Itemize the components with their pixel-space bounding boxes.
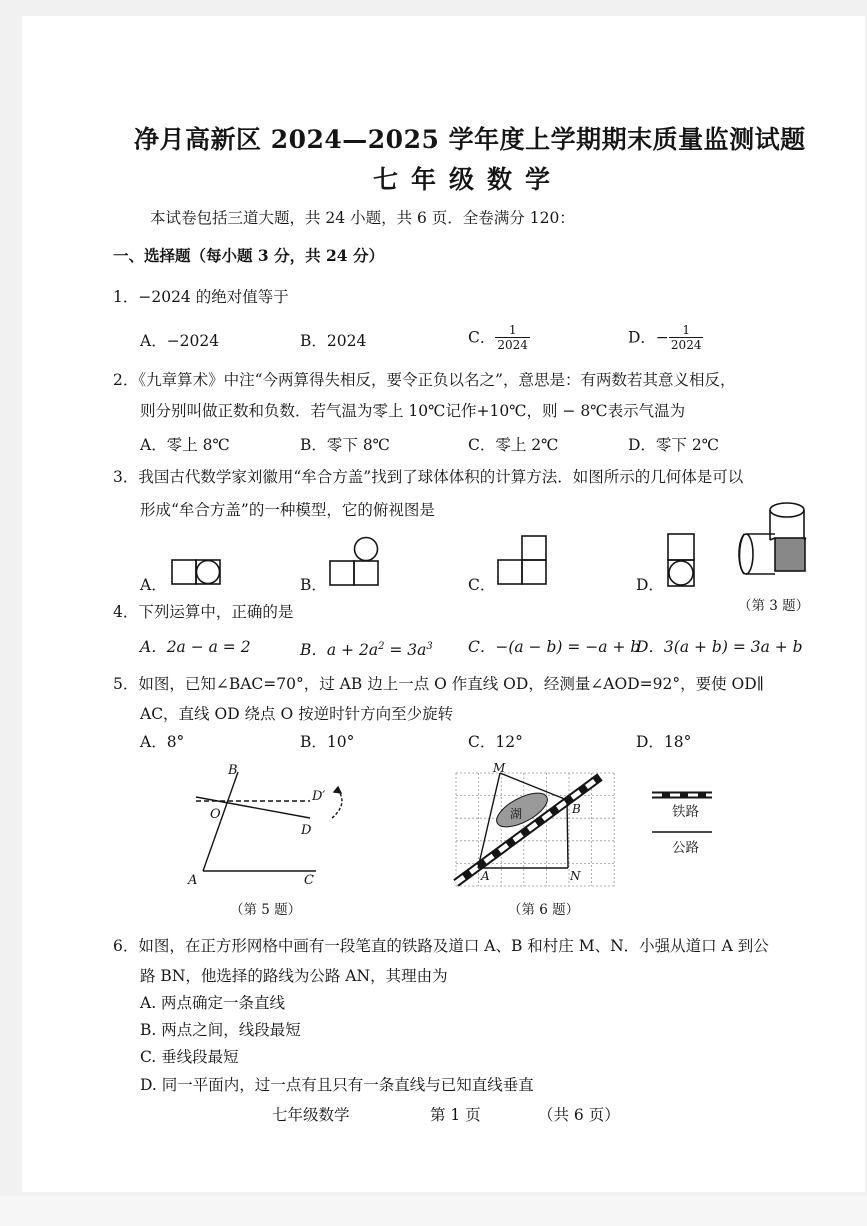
q5-line1: 5．如图，已知∠BAC=70°，过 AB 边上一点 O 作直线 OD，经测量∠AOD=92°，要使 OD∥ bbox=[113, 675, 764, 693]
footer-total: （共 6 页） bbox=[538, 1106, 620, 1124]
q5-option-b: B．10° bbox=[300, 733, 355, 751]
q2-line1: 2．《九章算术》中注“今两算得失相反，要令正负以名之”，意思是：有两数若其意义相反， bbox=[113, 371, 736, 389]
q5-arrow-head bbox=[334, 787, 341, 793]
q5-label-a: A bbox=[188, 873, 198, 888]
q6-option-d: D. 同一平面内，过一点有且只有一条直线与已知直线垂直 bbox=[140, 1076, 534, 1094]
q1-stem: 1．−2024 的绝对值等于 bbox=[113, 288, 289, 306]
q1-d-numerator: 1 bbox=[682, 323, 691, 337]
exam-title: 净月高新区 2024—2025 学年度上学期期末质量监测试题 bbox=[134, 125, 806, 154]
q1-d-denominator: 2024 bbox=[670, 338, 702, 352]
exam-intro: 本试卷包括三道大题，共 24 小题，共 6 页．全卷满分 120： bbox=[150, 209, 575, 227]
q5-label-c: C bbox=[304, 873, 314, 888]
section-heading: 一、选择题（每小题 3 分，共 24 分） bbox=[113, 246, 384, 265]
q3-line1: 3．我国古代数学家刘徽用“牟合方盖”找到了球体体积的计算方法．如图所示的几何体是可以 bbox=[113, 468, 744, 486]
q5-label-o: O bbox=[210, 807, 221, 822]
q2-option-c: C．零上 2℃ bbox=[468, 436, 559, 454]
q4-option-c: C．−(a − b) = −a + b bbox=[468, 638, 641, 656]
q6-line2: 路 BN，他选择的路线为公路 AN，其理由为 bbox=[140, 967, 448, 985]
q6-option-a: A. 两点确定一条直线 bbox=[140, 994, 286, 1012]
q1-c-denominator: 2024 bbox=[497, 338, 528, 352]
exam-subtitle: 七年级数学 bbox=[373, 165, 564, 194]
q5-label-d-prime: D′ bbox=[312, 789, 326, 804]
q4-b-exponent2: 3 bbox=[426, 641, 433, 652]
q4-option-d: D．3(a + b) = 3a + b bbox=[636, 638, 803, 656]
footer-page: 第 1 页 bbox=[430, 1106, 481, 1124]
q6-line-bn bbox=[567, 800, 568, 868]
q6-figure bbox=[456, 761, 712, 886]
q6-legend-road-label: 公路 bbox=[672, 840, 699, 856]
footer-subject: 七年级数学 bbox=[272, 1106, 350, 1124]
q1-option-c-label: C． bbox=[468, 328, 496, 347]
q4-b-part1: B．a + 2a bbox=[300, 641, 379, 660]
q6-caption: （第 6 题） bbox=[508, 902, 580, 918]
q1-c-numerator: 1 bbox=[508, 323, 517, 337]
q5-caption: （第 5 题） bbox=[230, 902, 302, 918]
q1-option-d-label: D．− bbox=[628, 328, 669, 347]
q6-label-m: M bbox=[493, 761, 506, 775]
q2-option-a: A．零上 8℃ bbox=[140, 436, 230, 454]
q6-option-b: B. 两点之间，线段最短 bbox=[140, 1021, 301, 1039]
q5-label-d: D bbox=[301, 823, 312, 838]
q4-b-exponent1: 2 bbox=[378, 641, 385, 652]
q6-line1: 6．如图，在正方形网格中画有一段笔直的铁路及道口 A、B 和村庄 M、N．小强从道口 A 到公 bbox=[113, 937, 769, 955]
q6-label-n: N bbox=[570, 869, 581, 883]
q5-rotation-arrow bbox=[332, 790, 342, 818]
q2-option-b: B．零下 8℃ bbox=[300, 436, 391, 454]
q3-option-d: D． bbox=[636, 576, 664, 594]
q5-label-b: B bbox=[228, 763, 238, 778]
q3-option-b: B． bbox=[300, 576, 327, 594]
q5-line2: AC，直线 OD 绕点 O 按逆时针方向至少旋转 bbox=[140, 705, 454, 723]
q6-label-a: A bbox=[481, 869, 490, 883]
q2-option-d: D．零下 2℃ bbox=[628, 436, 720, 454]
q3-option-c: C． bbox=[468, 576, 496, 594]
q5-option-a: A．8° bbox=[140, 733, 185, 751]
q3-line2: 形成“牟合方盖”的一种模型，它的俯视图是 bbox=[140, 501, 435, 519]
q5-option-d: D．18° bbox=[636, 733, 692, 751]
q6-lake-label: 湖 bbox=[510, 807, 523, 821]
q4-stem: 4．下列运算中，正确的是 bbox=[113, 603, 294, 621]
q3-caption: （第 3 题） bbox=[738, 598, 810, 614]
q6-label-b: B bbox=[572, 802, 581, 816]
q6-option-c: C. 垂线段最短 bbox=[140, 1048, 239, 1066]
q2-line2: 则分别叫做正数和负数．若气温为零上 10℃记作+10℃，则 − 8℃表示气温为 bbox=[140, 402, 686, 420]
q1-option-a: A．−2024 bbox=[140, 332, 220, 350]
q5-option-c: C．12° bbox=[468, 733, 523, 751]
q6-legend-rail-label: 铁路 bbox=[672, 804, 699, 820]
q4-b-part2: = 3a bbox=[384, 641, 427, 660]
q3-option-a: A． bbox=[140, 576, 167, 594]
q1-option-b: B．2024 bbox=[300, 332, 367, 350]
q4-option-a: A．2a − a = 2 bbox=[140, 638, 251, 656]
